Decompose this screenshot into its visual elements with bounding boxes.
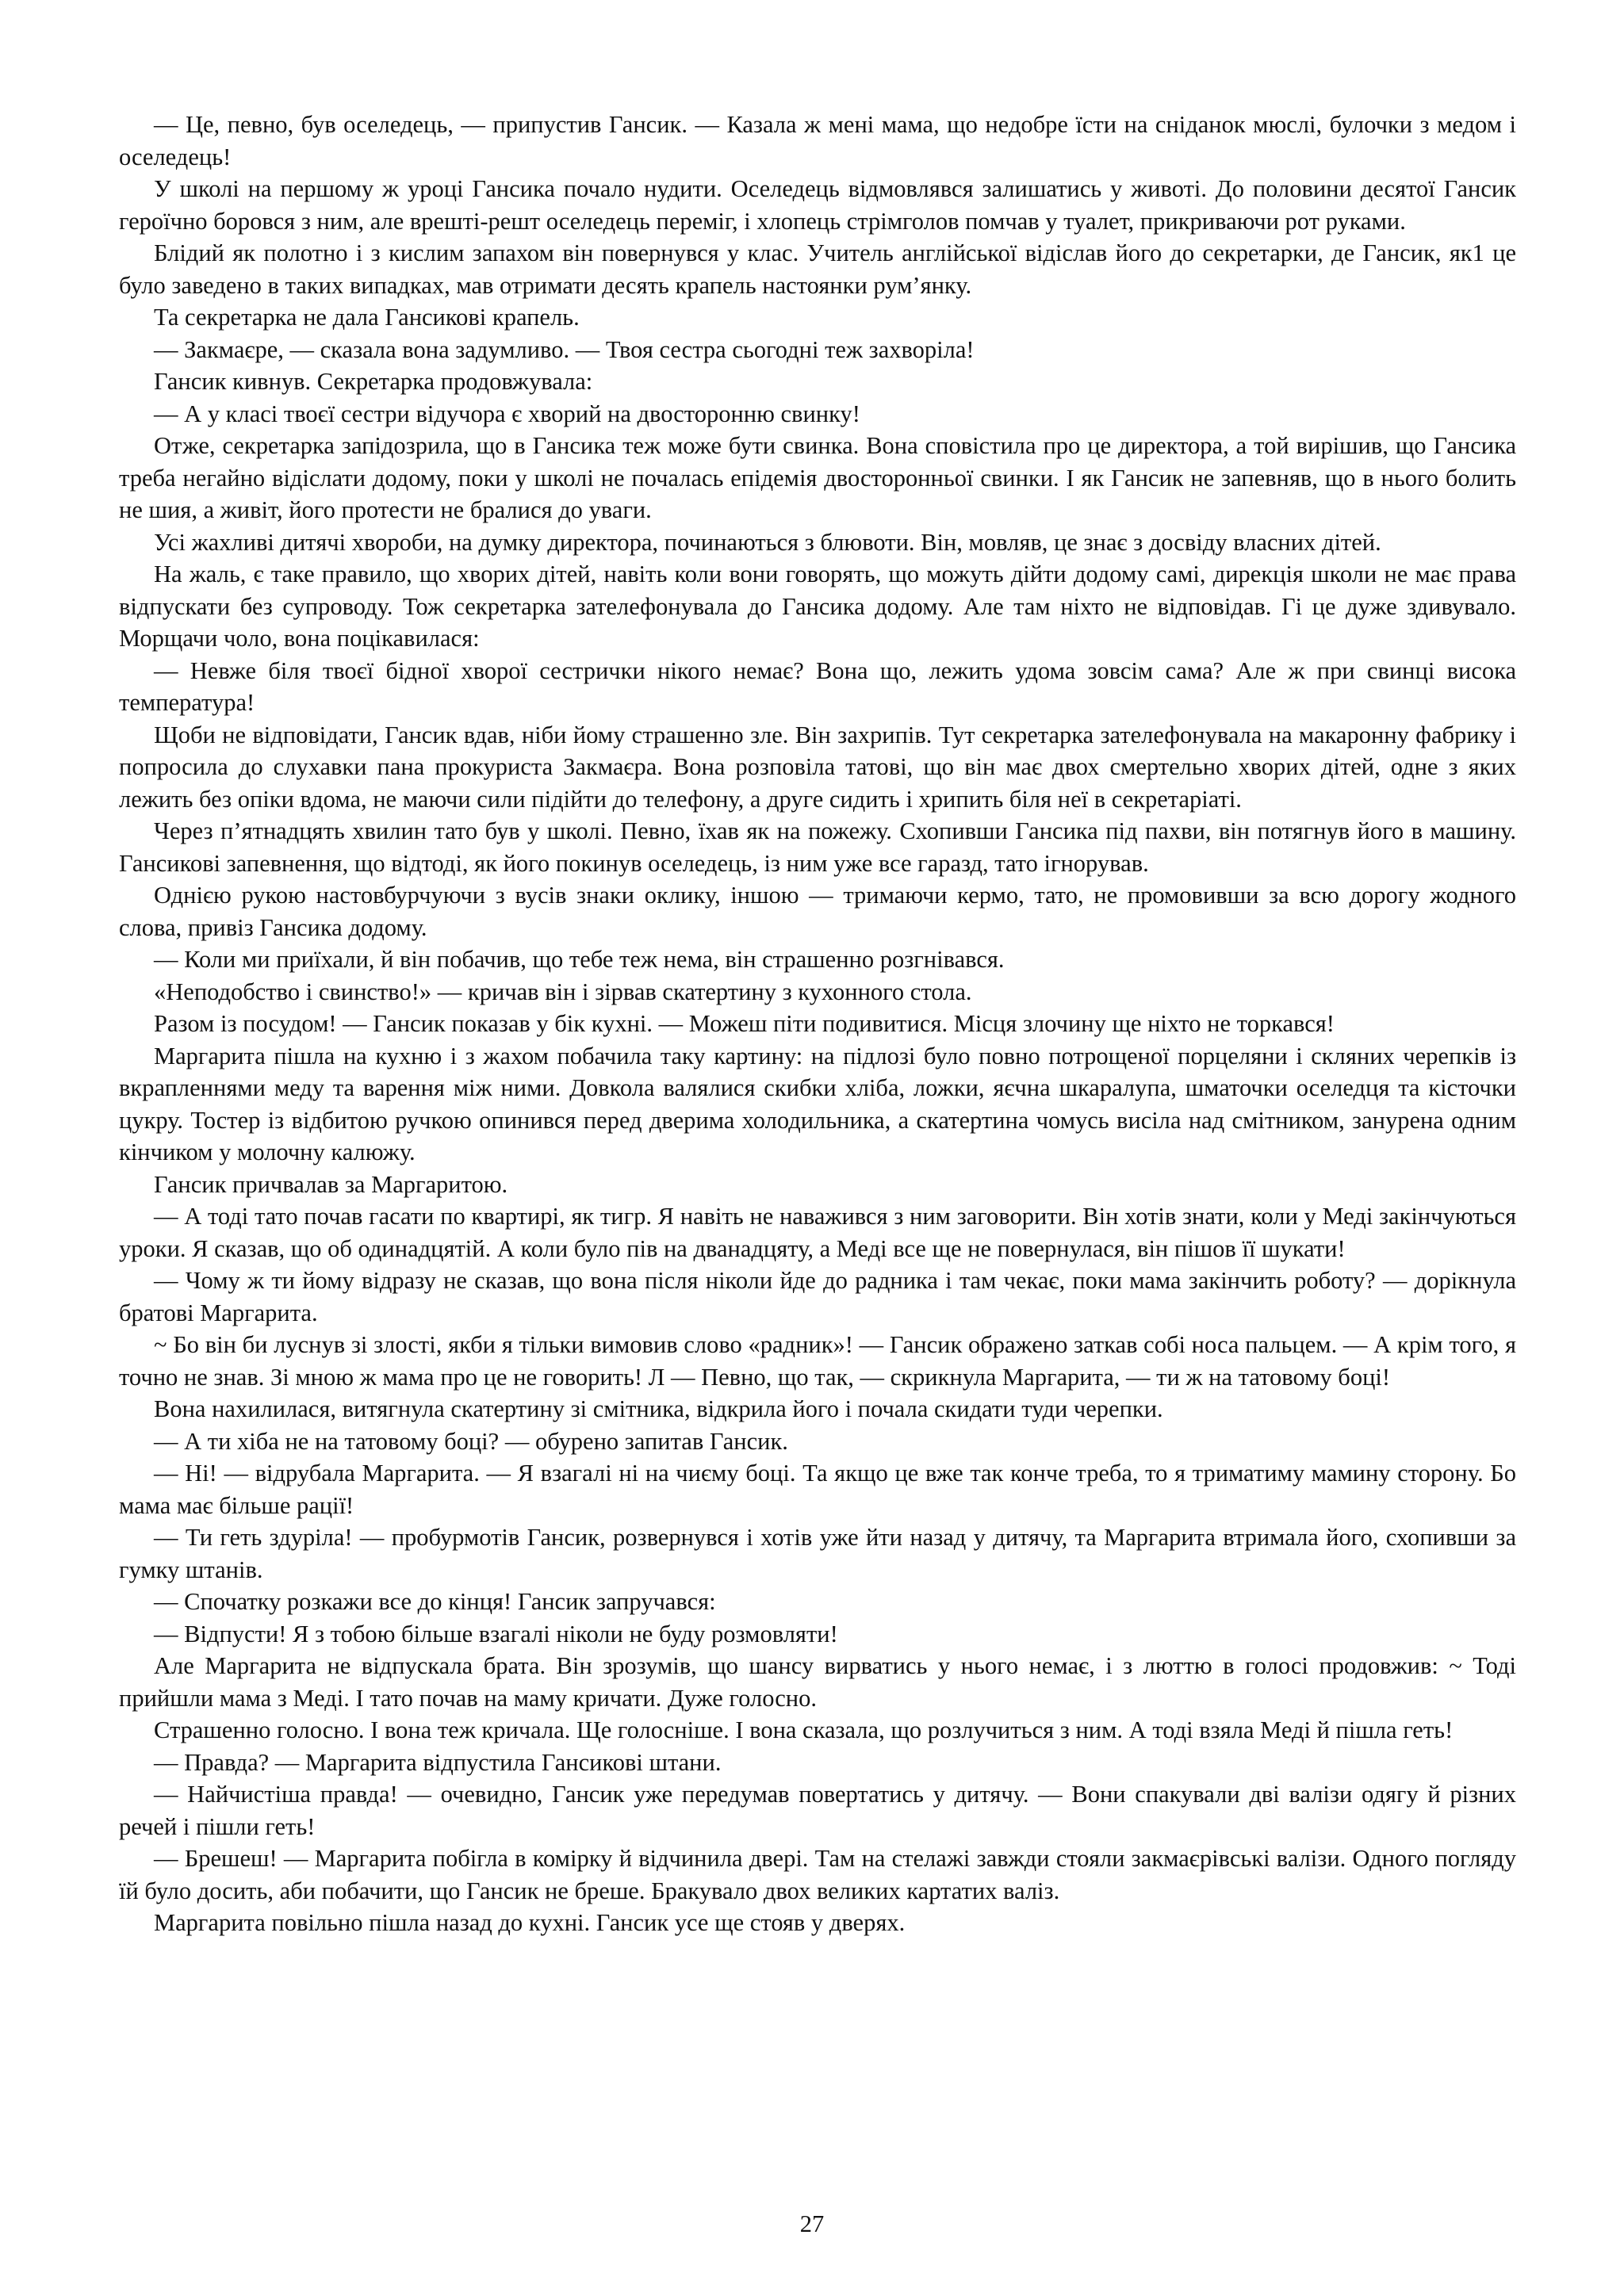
paragraph: Щоби не відповідати, Гансик вдав, ніби йому страшенно зле. Він захрипів. Тут секретарка зателефонувала на макаронну фабрику і попросила до слухавки пана прокуриста Закмаєра. Вона розповіла татові, що він має двох смертельно хворих дітей, одне з яких лежить без опіки вдома, не маючи сили підійти до телефону, а друге сидить і хрипить біля неї в секретаріаті.: [119, 721, 1516, 813]
paragraph: Але Маргарита не відпускала брата. Він зрозумів, що шансу вирватись у нього немає, і з люттю в голосі продовжив: ~ Тоді прийшли мама з Меді. І тато почав на маму кричати. Дуже голосно.: [119, 1652, 1516, 1712]
paragraph: — Відпусти! Я з тобою більше взагалі ніколи не буду розмовляти!: [154, 1620, 838, 1647]
paragraph: — А ти хіба не на татовому боці? — обурено запитав Гансик.: [154, 1427, 788, 1455]
paragraph: — Спочатку розкажи все до кінця! Гансик запручався:: [154, 1588, 716, 1615]
paragraph: — Ні! — відрубала Маргарита. — Я взагалі ні на чиєму боці. Та якщо це вже так конче треба, то я триматиму мамину сторону. Бо мама має більше рації!: [119, 1460, 1516, 1519]
paragraph: — А у класі твоєї сестри відучора є хворий на двосторонню свинку!: [154, 400, 860, 427]
paragraph: — Це, певно, був оселедець, — припустив Гансик. — Казала ж мені мама, що недобре їсти на сніданок мюслі, булочки з медом і оселедець!: [119, 111, 1516, 170]
paragraph: Усі жахливі дитячі хвороби, на думку директора, починаються з блювоти. Він, мовляв, це знає з досвіду власних дітей.: [154, 528, 1381, 556]
paragraph: Вона нахилилася, витягнула скатертину зі смітника, відкрила його і почала скидати туди черепки.: [154, 1395, 1163, 1422]
paragraph: ~ Бо він би луснув зі злості, якби я тільки вимовив слово «радник»! — Гансик ображено заткав собі носа пальцем. — А крім того, я точно не знав. Зі мною ж мама про це не говорить! Л — Певно, що так, — скрикнула Маргарита, — ти ж на татовому боці!: [119, 1331, 1516, 1391]
paragraph: На жаль, є таке правило, що хворих дітей, навіть коли вони говорять, що можуть дійти додому самі, дирекція школи не має права відпускати без супроводу. Тож секретарка зателефонувала до Гансика додому. Але там ніхто не відповідав. Гі це дуже здивувало. Морщачи чоло, вона поцікавилася:: [119, 561, 1516, 652]
paragraph: Блідий як полотно і з кислим запахом він повернувся у клас. Учитель англійської відіслав його до секретарки, де Гансик, як1 це було заведено в таких випадках, мав отримати десять крапель настоянки рум’янку.: [119, 239, 1516, 299]
paragraph: Страшенно голосно. І вона теж кричала. Ще голосніше. І вона сказала, що розлучиться з ним. А тоді взяла Меді й пішла геть!: [154, 1716, 1454, 1743]
paragraph: — Правда? — Маргарита відпустила Гансикові штани.: [154, 1748, 722, 1776]
paragraph: — Чому ж ти йому відразу не сказав, що вона після ніколи йде до радника і там чекає, поки мама закінчить роботу? — дорікнула братові Маргарита.: [119, 1267, 1516, 1326]
paragraph: Разом із посудом! — Гансик показав у бік кухні. — Можеш піти подивитися. Місця злочину ще ніхто не торкався!: [154, 1010, 1335, 1037]
paragraph: Гансик кивнув. Секретарка продовжувала:: [154, 368, 593, 395]
paragraph: — Закмаєре, — сказала вона задумливо. — Твоя сестра сьогодні теж захворіла!: [154, 335, 975, 363]
paragraph: «Неподобство і свинство!» — кричав він і зірвав скатертину з кухонного стола.: [154, 978, 972, 1005]
paragraph: У школі на першому ж уроці Гансика почало нудити. Оселедець відмовлявся залишатись у животі. До половини десятої Гансик героїчно боровся з ним, але врешті-решт оселедець переміг, і хлопець стрімголов помчав у туалет, прикриваючи рот руками.: [119, 175, 1516, 235]
paragraph: Маргарита повільно пішла назад до кухні. Гансик усе ще стояв у дверях.: [154, 1909, 906, 1936]
paragraph: — Брешеш! — Маргарита побігла в комірку й відчинила двері. Там на стелажі завжди стояли закмаєрівські валізи. Одного погляду їй було досить, аби побачити, що Гансик не бреше. Бракувало двох великих картатих валіз.: [119, 1845, 1516, 1904]
paragraph: Маргарита пішла на кухню і з жахом побачила таку картину: на підлозі було повно потрощеної порцеляни і скляних черепків із вкрапленнями меду та варення між ними. Довкола валялися скибки хліба, ложки, яєчна шкаралупа, шматочки оселедця та кісточки цукру. Тостер із відбитою ручкою опинився перед дверима холодильника, а скатертина чомусь висіла над смітником, занурена одним кінчиком у молочну калюжу.: [119, 1042, 1516, 1165]
page-text-body: [119, 109, 1516, 1939]
paragraph: — Коли ми приїхали, й він побачив, що тебе теж нема, він страшенно розгнівався.: [154, 946, 1005, 973]
paragraph: Однією рукою настовбурчуючи з вусів знаки оклику, іншою — тримаючи кермо, тато, не промовивши за всю дорогу жодного слова, привіз Гансика додому.: [119, 882, 1516, 941]
paragraph: — А тоді тато почав гасати по квартирі, як тигр. Я навіть не наважився з ним заговорити. Він хотів знати, коли у Меді закінчуються уроки. Я сказав, що об одинадцятій. А коли було пів на дванадцяту, а Меді все ще не повернулася, він пішов її шукати!: [119, 1203, 1516, 1262]
paragraph: Отже, секретарка запідозрила, що в Гансика теж може бути свинка. Вона сповістила про це директора, а той вирішив, що Гансика треба негайно відіслати додому, поки у школі не почалась епідемія двосторонньої свинки. І як Гансик не запевняв, що в нього болить не шия, а живіт, його протести не бралися до уваги.: [119, 432, 1516, 523]
paragraph: — Найчистіша правда! — очевидно, Гансик уже передумав повертатись у дитячу. — Вони спакували дві валізи одягу й різних речей і пішли геть!: [119, 1781, 1516, 1840]
paragraph: Та секретарка не дала Гансикові крапель.: [154, 304, 580, 331]
paragraph: — Ти геть здуріла! — пробурмотів Гансик, розвернувся і хотів уже йти назад у дитячу, та Маргарита втримала його, схопивши за гумку штанів.: [119, 1524, 1516, 1583]
paragraph: Через п’ятнадцять хвилин тато був у школі. Певно, їхав як на пожежу. Схопивши Гансика під пахви, він потягнув його в машину. Гансикові запевнення, що відтоді, як його покинув оселедець, із ним уже все гаразд, тато ігнорував.: [119, 817, 1516, 877]
paragraph: — Невже біля твоєї бідної хворої сестрички нікого немає? Вона що, лежить удома зовсім сама? Але ж при свинці висока температура!: [119, 656, 1516, 716]
paragraph: Гансик причвалав за Маргаритою.: [154, 1170, 508, 1198]
page-number: 27: [799, 2210, 825, 2237]
